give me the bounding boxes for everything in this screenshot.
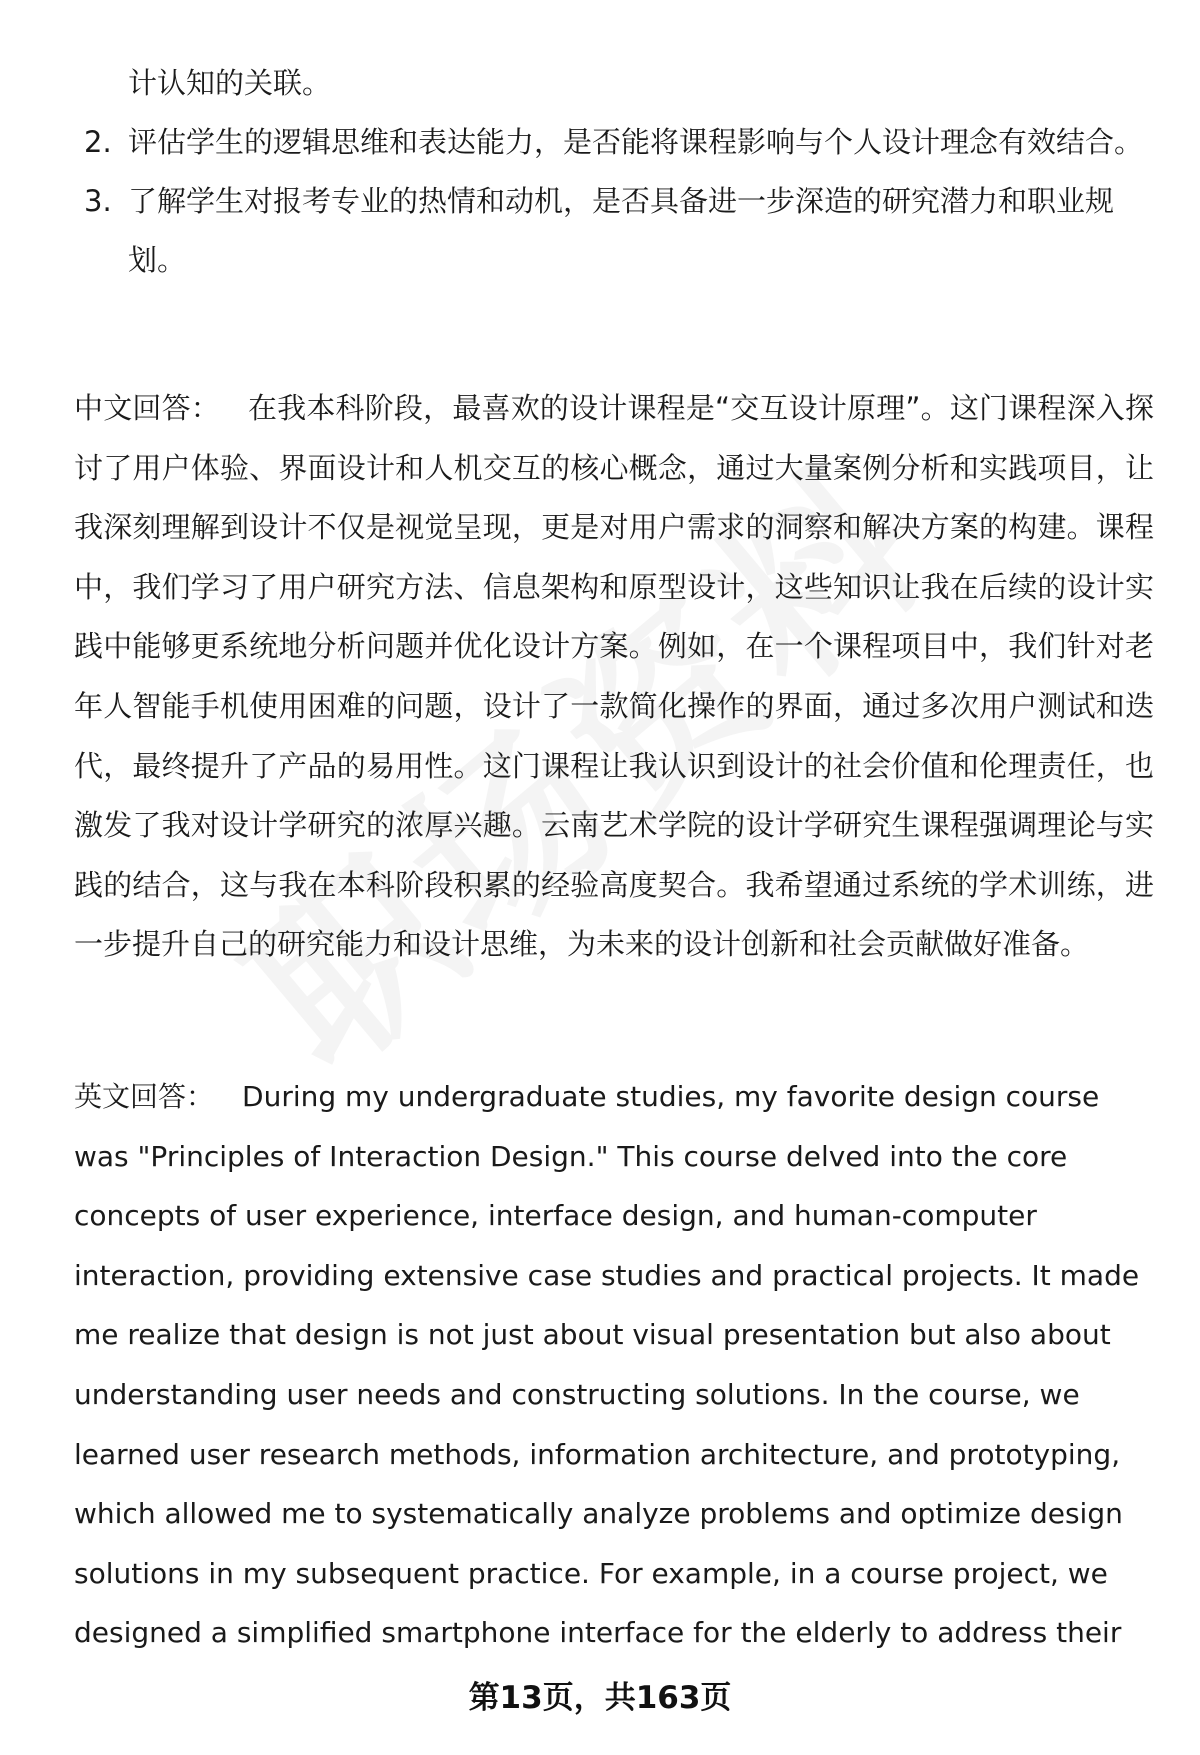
english-answer-label: 英文回答： (74, 1080, 215, 1113)
list-item-text: 评估学生的逻辑思维和表达能力，是否能将课程影响与个人设计理念有效结合。 (128, 125, 1144, 159)
list-item-text: 了解学生对报考专业的热情和动机，是否具备进一步深造的研究潜力和职业规划。 (128, 184, 1115, 277)
page-number-footer: 第13页，共163页 (468, 1680, 732, 1716)
list-item (74, 172, 1154, 290)
english-answer-paragraph (74, 1067, 1154, 1663)
english-answer-text: During my undergraduate studies, my favorite design course was "Principles of Interaction Design." This course delved into the core concepts of user experience, interface design, and human-computer interaction, providing extensive case studies and practical projects. It made me realize that design is not just about visual presentation but also about understanding user needs and constructing solutions. In the course, we learned user research methods, information architecture, and prototyping, which allowed me to systematically analyze problems and optimize design solutions in my subsequent practice. For example, in a course project, we designed a simplified smartphone interface for the elderly to address their (74, 1080, 1140, 1650)
list-item-continuation: 计认知的关联。 (128, 66, 332, 100)
list-number: 2. (84, 125, 112, 159)
list-item (74, 113, 1154, 172)
chinese-answer-label: 中文回答： (74, 391, 220, 425)
chinese-answer-paragraph (74, 379, 1154, 975)
list-number: 3. (84, 184, 112, 218)
evaluation-list (74, 54, 1154, 290)
chinese-answer-text: 在我本科阶段，最喜欢的设计课程是“交互设计原理”。这门课程深入探讨了用户体验、界面设计和人机交互的核心概念，通过大量案例分析和实践项目，让我深刻理解到设计不仅是视觉呈现，更是对用户需求的洞察和解决方案的构建。课程中，我们学习了用户研究方法、信息架构和原型设计，这些知识让我在后续的设计实践中能够更系统地分析问题并优化设计方案。例如，在一个课程项目中，我们针对老年人智能手机使用困难的问题，设计了一款简化操作的界面，通过多次用户测试和迭代，最终提升了产品的易用性。这门课程让我认识到设计的社会价值和伦理责任，也激发了我对设计学研究的浓厚兴趣。云南艺术学院的设计学研究生课程强调理论与实践的结合，这与我在本科阶段积累的经验高度契合。我希望通过系统的学术训练，进一步提升自己的研究能力和设计思维，为未来的设计创新和社会贡献做好准备。 (74, 391, 1154, 962)
